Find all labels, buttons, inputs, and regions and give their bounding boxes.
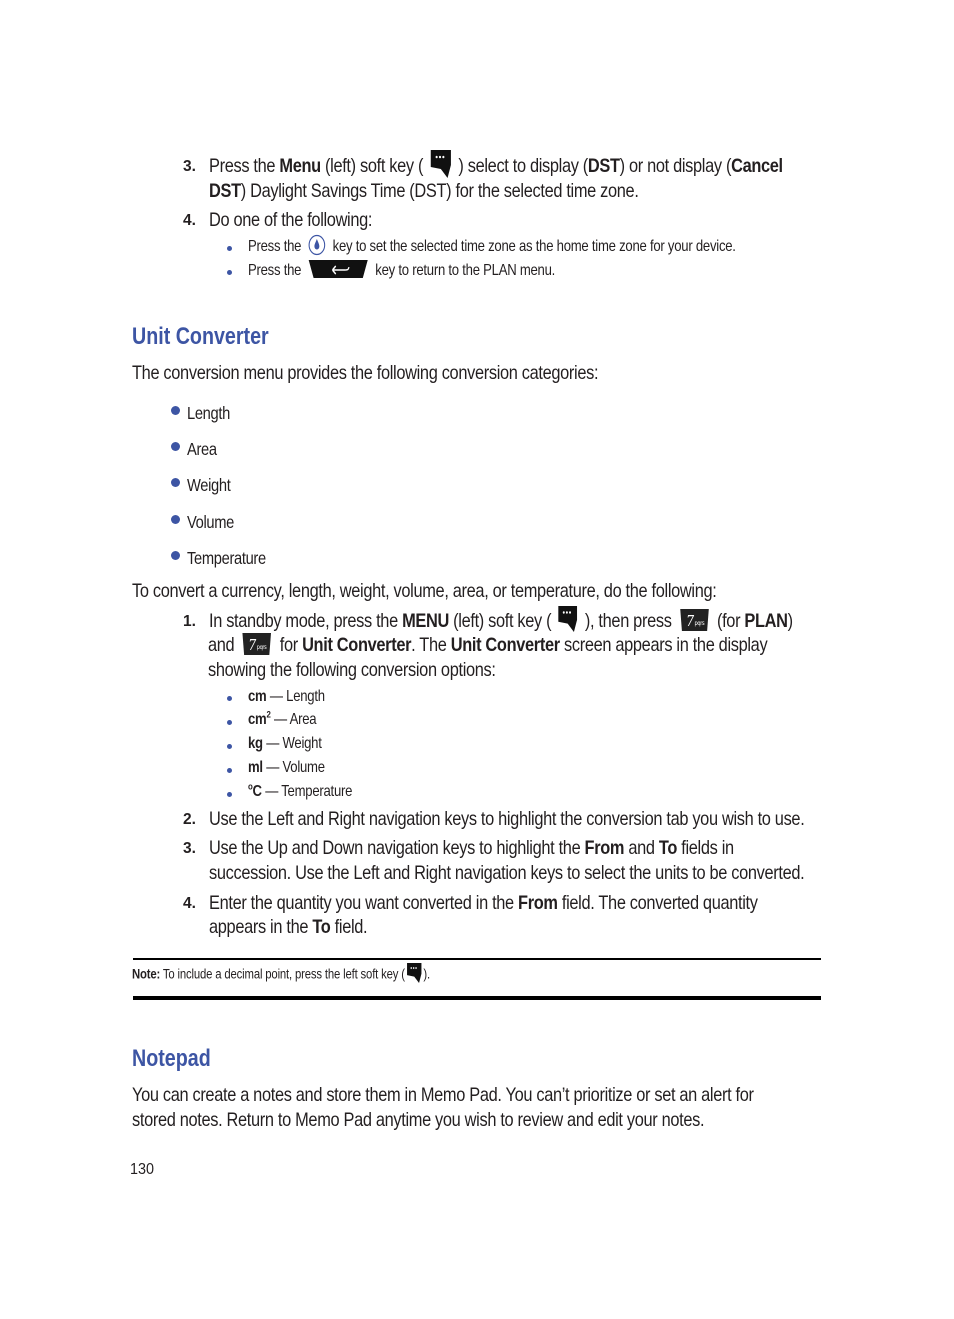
- notepad-line1: You can create a notes and store them in Memo Pad. You can’t prioritize or set an alert for: [132, 1084, 754, 1106]
- note-top-rule: [133, 958, 821, 960]
- bullet: [227, 720, 232, 725]
- step1-line1: [209, 610, 793, 634]
- superscript: o: [248, 781, 253, 793]
- text: To include a decimal point, press the left soft key (: [160, 966, 405, 982]
- category-item: Area: [187, 439, 217, 459]
- text: ) or not display (: [619, 155, 732, 178]
- step4-bullet2: [248, 262, 555, 280]
- text: (left) soft key (: [320, 155, 424, 178]
- step-number: 3.: [183, 158, 196, 175]
- option-item: [248, 783, 352, 801]
- notepad-line2: stored notes. Return to Memo Pad anytime you wish to review and edit your notes.: [132, 1109, 705, 1131]
- text: — Length: [266, 688, 325, 705]
- text-bold: To: [312, 916, 331, 938]
- text: Press the: [209, 155, 280, 178]
- text: Press the: [248, 262, 302, 279]
- text: — Area: [270, 711, 317, 728]
- note-text: [132, 965, 430, 985]
- step4-text: Do one of the following:: [209, 209, 373, 231]
- text: screen appears in the display: [559, 634, 768, 656]
- text-bold: PLAN: [744, 610, 788, 633]
- left-soft-key-icon: [406, 961, 423, 985]
- step1-line3: showing the following conversion options:: [208, 659, 496, 681]
- text-bold: Menu: [279, 155, 321, 178]
- text: ) Daylight Savings Time (DST) for the selected time zone.: [240, 180, 639, 202]
- step2-text: Use the Left and Right navigation keys to highlight the conversion tab you wish to use.: [209, 808, 805, 830]
- step-number: 2.: [183, 811, 196, 828]
- text: Press the: [248, 238, 302, 256]
- page-number: 130: [130, 1161, 155, 1178]
- text-bold: DST: [587, 155, 620, 178]
- text-bold: ml: [248, 759, 263, 776]
- svg-text:pqrs: pqrs: [257, 644, 267, 652]
- text: and: [208, 634, 235, 656]
- step4-line2: [209, 916, 367, 939]
- step-number: 3.: [183, 840, 196, 857]
- key-7-icon: [242, 632, 272, 656]
- option-item: [248, 711, 316, 729]
- convert-intro: To convert a currency, length, weight, volume, area, or temperature, do the following:: [132, 580, 717, 602]
- text: appears in the: [209, 916, 313, 938]
- section-heading-notepad: Notepad: [132, 1045, 211, 1072]
- bullet: [227, 768, 232, 773]
- category-item: Length: [187, 403, 230, 423]
- text-bold: Unit Converter: [302, 634, 412, 656]
- bullet: [171, 551, 180, 560]
- step-number: 4.: [183, 212, 196, 229]
- step-number: 4.: [183, 895, 196, 912]
- bullet: [227, 270, 232, 275]
- text: . The: [411, 634, 451, 656]
- bullet: [227, 696, 232, 701]
- back-key-icon: [308, 259, 369, 279]
- key-7-icon: [679, 608, 709, 632]
- option-item: [248, 735, 322, 753]
- text-bold: From: [584, 837, 625, 859]
- text: for: [279, 634, 303, 656]
- step3-line1: [209, 837, 734, 860]
- step3-line1: [209, 155, 783, 179]
- text: — Temperature: [261, 783, 353, 800]
- text-bold: DST: [209, 180, 241, 202]
- category-item: Temperature: [187, 548, 266, 568]
- bullet: [171, 478, 180, 487]
- text: — Weight: [262, 735, 322, 752]
- note-bottom-rule: [133, 996, 821, 1000]
- bullet: [171, 515, 180, 524]
- text-bold: cm: [248, 711, 267, 728]
- svg-text:7: 7: [685, 613, 694, 631]
- bullet: [227, 744, 232, 749]
- text: ): [787, 610, 793, 633]
- category-item: Weight: [187, 475, 231, 495]
- text-bold: Unit Converter: [450, 634, 560, 656]
- text: (for: [716, 610, 745, 633]
- text: Use the Up and Down navigation keys to highlight the: [209, 837, 585, 859]
- text-bold: kg: [248, 735, 263, 752]
- option-item: [248, 759, 325, 777]
- bullet: [227, 792, 232, 797]
- svg-text:pqrs: pqrs: [694, 620, 705, 628]
- text-bold: C: [252, 783, 262, 800]
- text: Enter the quantity you want converted in the: [209, 892, 519, 914]
- text: field. The converted quantity: [557, 892, 758, 914]
- left-soft-key-icon: [557, 604, 579, 634]
- text-bold: To: [658, 837, 678, 859]
- text-bold: cm: [248, 688, 267, 705]
- text: key to return to the PLAN menu.: [375, 262, 556, 279]
- unit-converter-intro: The conversion menu provides the following conversion categories:: [132, 362, 599, 384]
- text: key to set the selected time zone as the home time zone for your device.: [332, 238, 736, 256]
- text-bold: MENU: [402, 610, 449, 633]
- option-item: [248, 688, 325, 706]
- step4-line1: [209, 892, 758, 915]
- ok-key-icon: [308, 234, 326, 256]
- category-item: Volume: [187, 512, 235, 532]
- text: ).: [423, 966, 430, 982]
- text: and: [624, 837, 659, 859]
- left-soft-key-icon: [429, 149, 453, 179]
- section-heading-unit-converter: Unit Converter: [132, 323, 269, 350]
- bullet: [171, 406, 180, 415]
- svg-text:7: 7: [248, 636, 257, 655]
- bullet: [171, 442, 180, 451]
- text: (left) soft key (: [448, 610, 552, 633]
- step3-line2: succession. Use the Left and Right navigation keys to select the units to be converted.: [209, 862, 805, 884]
- text: ) select to display (: [458, 155, 588, 178]
- superscript: 2: [266, 709, 271, 721]
- step-number: 1.: [183, 613, 196, 630]
- text: — Volume: [262, 759, 325, 776]
- text: ), then press: [584, 610, 672, 633]
- step3-line2: [209, 180, 639, 203]
- text: fields in: [677, 837, 734, 859]
- text: field.: [330, 916, 368, 938]
- step4-bullet1: [248, 238, 736, 256]
- bullet: [227, 246, 232, 251]
- step1-line2: [208, 634, 767, 657]
- text-bold: From: [518, 892, 558, 914]
- text-bold: Cancel: [731, 155, 783, 178]
- note-label: Note:: [132, 966, 161, 982]
- text: In standby mode, press the: [209, 610, 403, 633]
